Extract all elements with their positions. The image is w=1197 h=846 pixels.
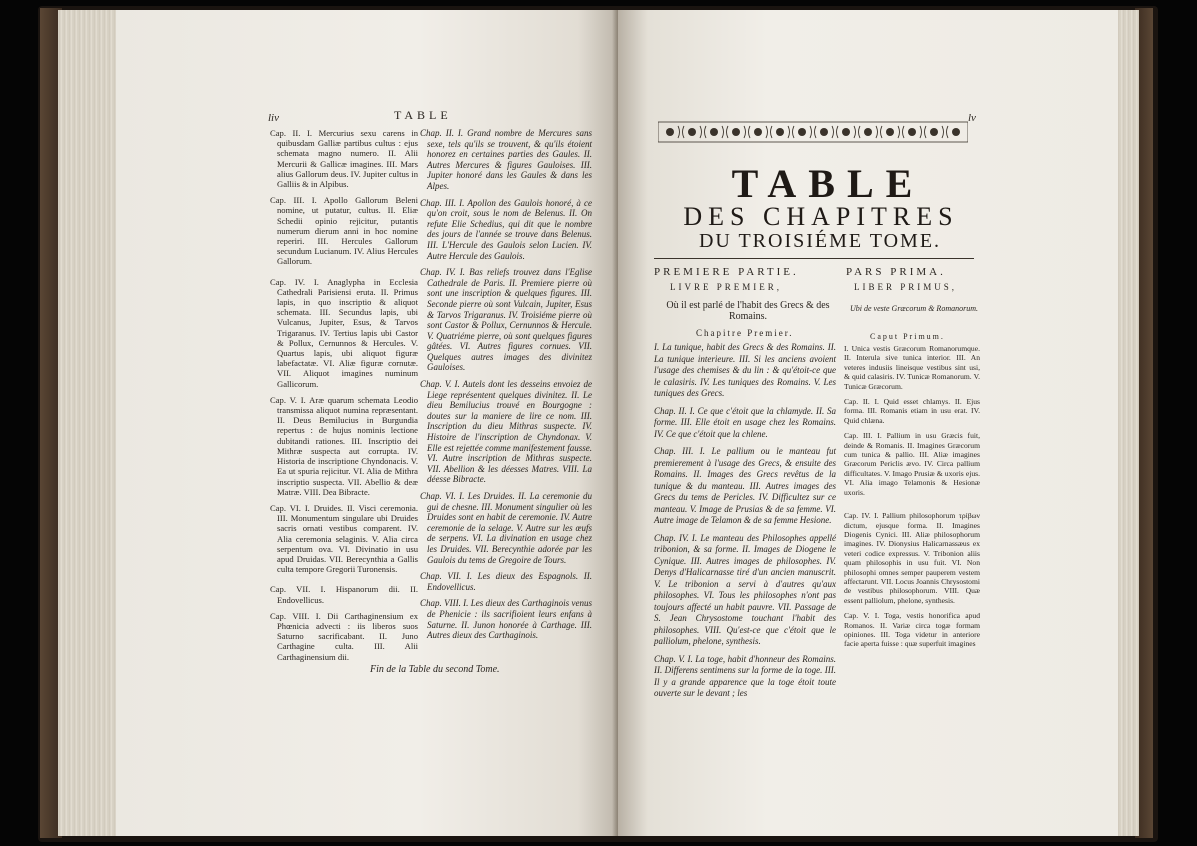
right-latin-entry: Cap. V. I. Toga, vestis honorifica apud Romanos. II. Variæ circa togæ formam opiniones. III. Toga videtur in anteriore facie aperta fuisse : quæ superfuit imagines xyxy=(844,611,980,649)
part-heading-latin: PARS PRIMA. xyxy=(846,266,946,278)
left-french-entry: Chap. V. I. Autels dont les desseins envoiez de Liege représentent quelques divinitez. II. Le dieu Bemilucius trouvé en Bourgogne : doutes sur la maniere de lire ce nom. III. Inscription du dieu Mithras suspecte. IV. Histoire de l'inscription de Chyndonax. V. Elle est rejettée comme manifestement fausse. VI. Autre inscription de Mithras suspecte. VII. Abellion & les déesses Matres. VIII. La déesse Bibracte. xyxy=(420,379,592,485)
left-latin-column xyxy=(270,128,418,668)
right-french-entry: Chap. V. I. La toge, habit d'honneur des Romains. II. Differens sentimens sur la forme de la toge. III. Il y a grande apparence que la toge étoit toute ouverte sur le devant ; les xyxy=(654,653,836,698)
book-heading-latin: LIBER PRIMUS, xyxy=(854,282,958,292)
book-heading-french: LIVRE PREMIER, xyxy=(670,282,783,292)
left-french-entry: Chap. VIII. I. Les dieux des Carthaginois venus de Phenicie : ils sacrifioient leurs enfans à Saturne. II. Junon honorée à Carthage. III. Autres dieux des Carthaginois. xyxy=(420,598,592,641)
left-french-entry: Chap. IV. I. Bas reliefs trouvez dans l'Eglise Cathedrale de Paris. II. Premiere pierre où sont une inscription & quelques figures. III. Seconde pierre où sont Vulcain, Jupiter, Esus & Tarvos Trigaranus. IV. Troisiéme pierre où sont Castor & Pollux, Cernunnos & Hercule. V. Quatriéme pierre, où sont quelques figures gâtées. VI. Autres figures cornues. VII. Quelques autres images des divinitez Gauloises. xyxy=(420,267,592,373)
right-page-number: lv xyxy=(968,112,976,124)
right-french-entry: Chap. II. I. Ce que c'étoit que la chlamyde. II. Sa forme. III. Elle étoit en usage chez les Romains. IV. Ce que c'étoit que la chlene. xyxy=(654,405,836,439)
chapter-heading-french: Chapitre Premier. xyxy=(696,328,794,338)
right-french-entry: Chap. IV. I. Le manteau des Philosophes appellé tribonion, & sa forme. II. Images de Diogene le Cynique. III. Autres images de philosophes. IV. Denys d'Halicarnasse tiré d'un ancien manuscrit. V. Le tribonion a servi à d'autres qu'aux philosophes. VI. Tous les philosophes n'ont pas toujours affecté un habit pauvre. VII. Passage de S. Jean Chrysostome touchant l'habit des philosophes. VIII. Qu'est-ce que c'étoit que le palliolum, phelone, synthesis. xyxy=(654,532,836,646)
right-french-entry: Chap. III. I. Le pallium ou le manteau fut premierement à l'usage des Grecs, & ensuite des Romains. II. Images des Grecs revêtus de la tunique & du manteau. III. Autres images des Grecs du tems de Pericles. IV. Difficultez sur ce manteau. V. Image de Prusias & de sa femme. VI. Autre image de Telamon & de sa femme Hesione. xyxy=(654,446,836,525)
left-french-entry: Chap. VI. I. Les Druides. II. La ceremonie du gui de chesne. III. Monument singulier où les Druides sont en habit de ceremonie. IV. Autre ceremonie de la selage. V. Autre sur les œufs de serpens. VI. La divination en usage chez les Druides. VII. Berecynthie adorée par les Gaulois du tems de Gregoire de Tours. xyxy=(420,491,592,565)
part-heading-french: PREMIERE PARTIE. xyxy=(654,266,799,278)
left-end-note: Fin de la Table du second Tome. xyxy=(370,664,500,675)
right-latin-entry: Cap. III. I. Pallium in usu Græcis fuit, deinde & Romanis. II. Imagines Græcorum cum tunica & pallio. III. Aliæ imagines Græcorum Periclis ævo. IV. Circa pallium difficultates. V. Imago Prusiæ & uxoris ejus. VI. Alia imago Telamonis & Hesionæ uxoris. xyxy=(844,431,980,497)
title-du-troisieme-tome: DU TROISIÉME TOME. xyxy=(698,230,942,252)
right-latin-entry: I. Unica vestis Græcorum Romanorumque. II. Interula sive tunica interior. III. An veteres indusiis lineisque vestibus sint usi, & quid calasiris. IV. Tunicæ Romanorum. V. Tunicæ Græcorum. xyxy=(844,344,980,391)
left-latin-entry: Cap. V. I. Aræ quarum schemata Leodio transmissa aliquot numina repræsentant. II. Deus Bemilucius in Burgundia repertus : de hujus nominis lectione dubitandi rationes. III. Inscriptio dei Mithræ suspecta aut corrupta. IV. Historia de inscriptione Chyndonacis. V. Ea ut spuria rejicitur. VI. Alia de Mithra inscriptio suspecta. VII. Abellio & deæ Matræ. VIII. Dea Bibracte. xyxy=(270,394,418,497)
left-latin-entry: Cap. III. I. Apollo Gallorum Beleni nomine, ut putatur, cultus. II. Eliæ Schedii opinio rejicitur, putantis numerum dierum anni in hoc nomine reperiri. III. Hercules Gallorum secundum Lucianum. IV. Alius Hercules Gallorum. xyxy=(270,195,418,267)
left-french-column xyxy=(420,128,592,647)
right-french-entry: I. La tunique, habit des Grecs & des Romains. II. La tunique interieure. III. Si les anciens avoient l'usage des chemises & du lin : & qu'étoit-ce que le calasiris. IV. Les tuniques des Romains. V. Les tuniques des Grecs. xyxy=(654,342,836,398)
left-latin-entry: Cap. VIII. I. Dii Carthaginensium ex Phœnicia advecti : iis liberos suos Saturno sacrificabant. II. Juno Carthagine culta. III. Alii Carthaginensium dii. xyxy=(270,610,418,662)
left-french-entry: Chap. II. I. Grand nombre de Mercures sans sexe, tels qu'ils se trouvent, & qu'ils étoient honorez en certaines parties des Gaules. II. Autres Mercures & figures Gauloises. III. Jupiter honoré dans les Gaules & dans les Alpes. xyxy=(420,128,592,191)
right-french-column xyxy=(654,342,836,706)
right-latin-column xyxy=(844,344,980,655)
book-description-french: Où il est parlé de l'habit des Grecs & des Romains. xyxy=(666,300,830,322)
left-latin-entry: Cap. VII. I. Hispanorum dii. II. Endovellicus. xyxy=(270,584,418,605)
right-page xyxy=(618,10,1118,836)
left-page-number: liv xyxy=(268,112,279,124)
title-table: TABLE xyxy=(731,161,925,206)
page-stack-left xyxy=(58,10,118,836)
left-latin-entry: Cap. II. I. Mercurius sexu carens in quibusdam Galliæ partibus cultus : ejus schemata magno numero. II. Alii Mercurii & Gallicæ imagines. III. Mars alius Gallorum deus. IV. Jupiter cultus in Galliis & in Alpibus. xyxy=(270,128,418,190)
left-running-head: TABLE xyxy=(394,108,452,122)
left-french-entry: Chap. VII. I. Les dieux des Espagnols. II. Endovellicus. xyxy=(420,571,592,592)
ornament-band-icon xyxy=(658,120,968,144)
page-stack-right xyxy=(1115,10,1139,836)
chapter-heading-latin: Caput Primum. xyxy=(870,332,945,341)
left-latin-entry: Cap. VI. I. Druides. II. Visci ceremonia. III. Monumentum singulare ubi Druides sacris ornati vestibus comparent. IV. Alia ceremonia selaginis. V. Alia circa serpentum ova. VI. Divinatio in usu apud Druidas. VII. Berecynthia a Gallis culta tempore Gregorii Turonensis. xyxy=(270,502,418,575)
right-latin-entry: Cap. II. I. Quid esset chlamys. II. Ejus forma. III. Romanis etiam in usu erat. IV. Quid chlæna. xyxy=(844,397,980,425)
title-rule xyxy=(654,258,974,259)
book-description-latin: Ubi de veste Græcorum & Romanorum. xyxy=(850,304,978,313)
title-des-chapitres: DES CHAPITRES xyxy=(683,202,959,231)
left-latin-entry: Cap. IV. I. Anaglypha in Ecclesia Cathedrali Parisiensi eruta. II. Primus lapis, in quo inscriptio & aliquot schemata. III. Secundus lapis, ubi Vulcanus, Jupiter, Esus, & Tarvos Trigaranus. IV. Tertius lapis ubi Castor & Pollux, Cernunnos & Hercules. V. Quartus lapis, ubi aliquot figuræ labefactatæ. VI. Aliæ figuræ cornutæ. VII. Aliquot imagines numinum Gallicorum. xyxy=(270,276,418,389)
left-french-entry: Chap. III. I. Apollon des Gaulois honoré, à ce qu'on croit, sous le nom de Belenus. II. On refute Elie Schedius, qui dit que le nombre des jours de l'année se trouve dans Belenus. III. L'Hercule des Gaulois selon Lucien. IV. Autre Hercule des Gaulois. xyxy=(420,197,592,261)
left-page xyxy=(116,10,618,836)
right-latin-entry: Cap. IV. I. Pallium philosophorum τρίβων dictum, ejusque forma. II. Imagines Diogenis Cynici. III. Aliæ philosophorum imagines. IV. Dionysius Halicarnassæus ex veteri codice expressus. V. Tribonion aliis quam philosophis in usu fuit. VI. Non philosophi omnes semper pauperem vestem affectarunt. VII. Locus Joannis Chrysostomi de vestibus philosophorum. VIII. Quæ essent palliolum, phelone, synthesis. xyxy=(844,511,980,605)
